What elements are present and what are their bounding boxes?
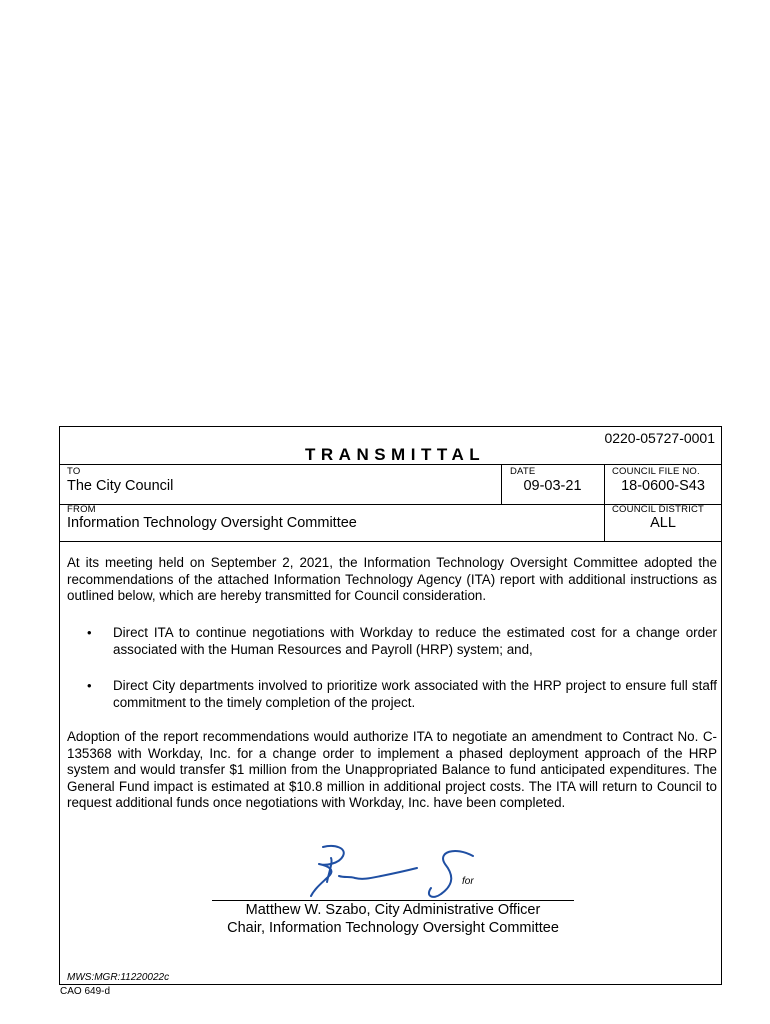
bullet-marker: •: [87, 625, 92, 640]
transmittal-title: TRANSMITTAL: [305, 445, 486, 464]
bullet-item: Direct ITA to continue negotiations with Workday to reduce the estimated cost for a change order associated with the Human Resources and Payroll (HRP) system; and,: [113, 625, 717, 657]
council-district-value: ALL: [650, 515, 676, 531]
council-file-label: COUNCIL FILE NO.: [612, 466, 700, 477]
date-value: 09-03-21: [523, 478, 582, 494]
closing-paragraph: Adoption of the report recommendations would authorize ITA to negotiate an amendment to Contract No. C-135368 with Workday, Inc. for a change order to implement a phased deployment approach of the HRP system and would transfer $1 million from the Unappropriated Balance to fund anticipated expenditures. The General Fund impact is estimated at $10.8 million in additional project costs. The ITA will return to Council to request additional funds once negotiations with Workday, Inc. have been completed.: [67, 729, 717, 810]
signature-line: [212, 900, 574, 901]
signer-title: Chair, Information Technology Oversight Committee: [227, 920, 559, 936]
footer-code: MWS:MGR:11220022c: [67, 972, 170, 983]
to-value: The City Council: [67, 478, 174, 494]
transmittal-frame: [59, 426, 722, 985]
header-divider-top-right: [500, 464, 722, 465]
form-number: CAO 649-d: [60, 986, 111, 997]
date-label: DATE: [510, 466, 536, 477]
to-label: TO: [67, 466, 81, 477]
bullet-marker: •: [87, 678, 92, 693]
from-label: FROM: [67, 504, 96, 515]
header-divider-bottom: [60, 541, 722, 542]
header-divider-top: [60, 464, 500, 465]
council-district-label: COUNCIL DISTRICT: [612, 504, 705, 515]
reference-number: 0220-05727-0001: [604, 430, 715, 446]
bullet-item: Direct City departments involved to prioritize work associated with the HRP project to ensure full staff commitment to the timely completion of the project.: [113, 678, 717, 710]
council-file-value: 18-0600-S43: [621, 478, 705, 494]
from-value: Information Technology Oversight Committee: [67, 515, 357, 531]
for-text: for: [462, 876, 474, 887]
intro-paragraph: At its meeting held on September 2, 2021, the Information Technology Oversight Committee adopted the recommendations of the attached Information Technology Agency (ITA) report with additional instructions as outlined below, which are hereby transmitted for Council consideration.: [67, 555, 717, 603]
handwritten-signature: [305, 842, 485, 902]
signer-name: Matthew W. Szabo, City Administrative Officer: [245, 902, 541, 918]
